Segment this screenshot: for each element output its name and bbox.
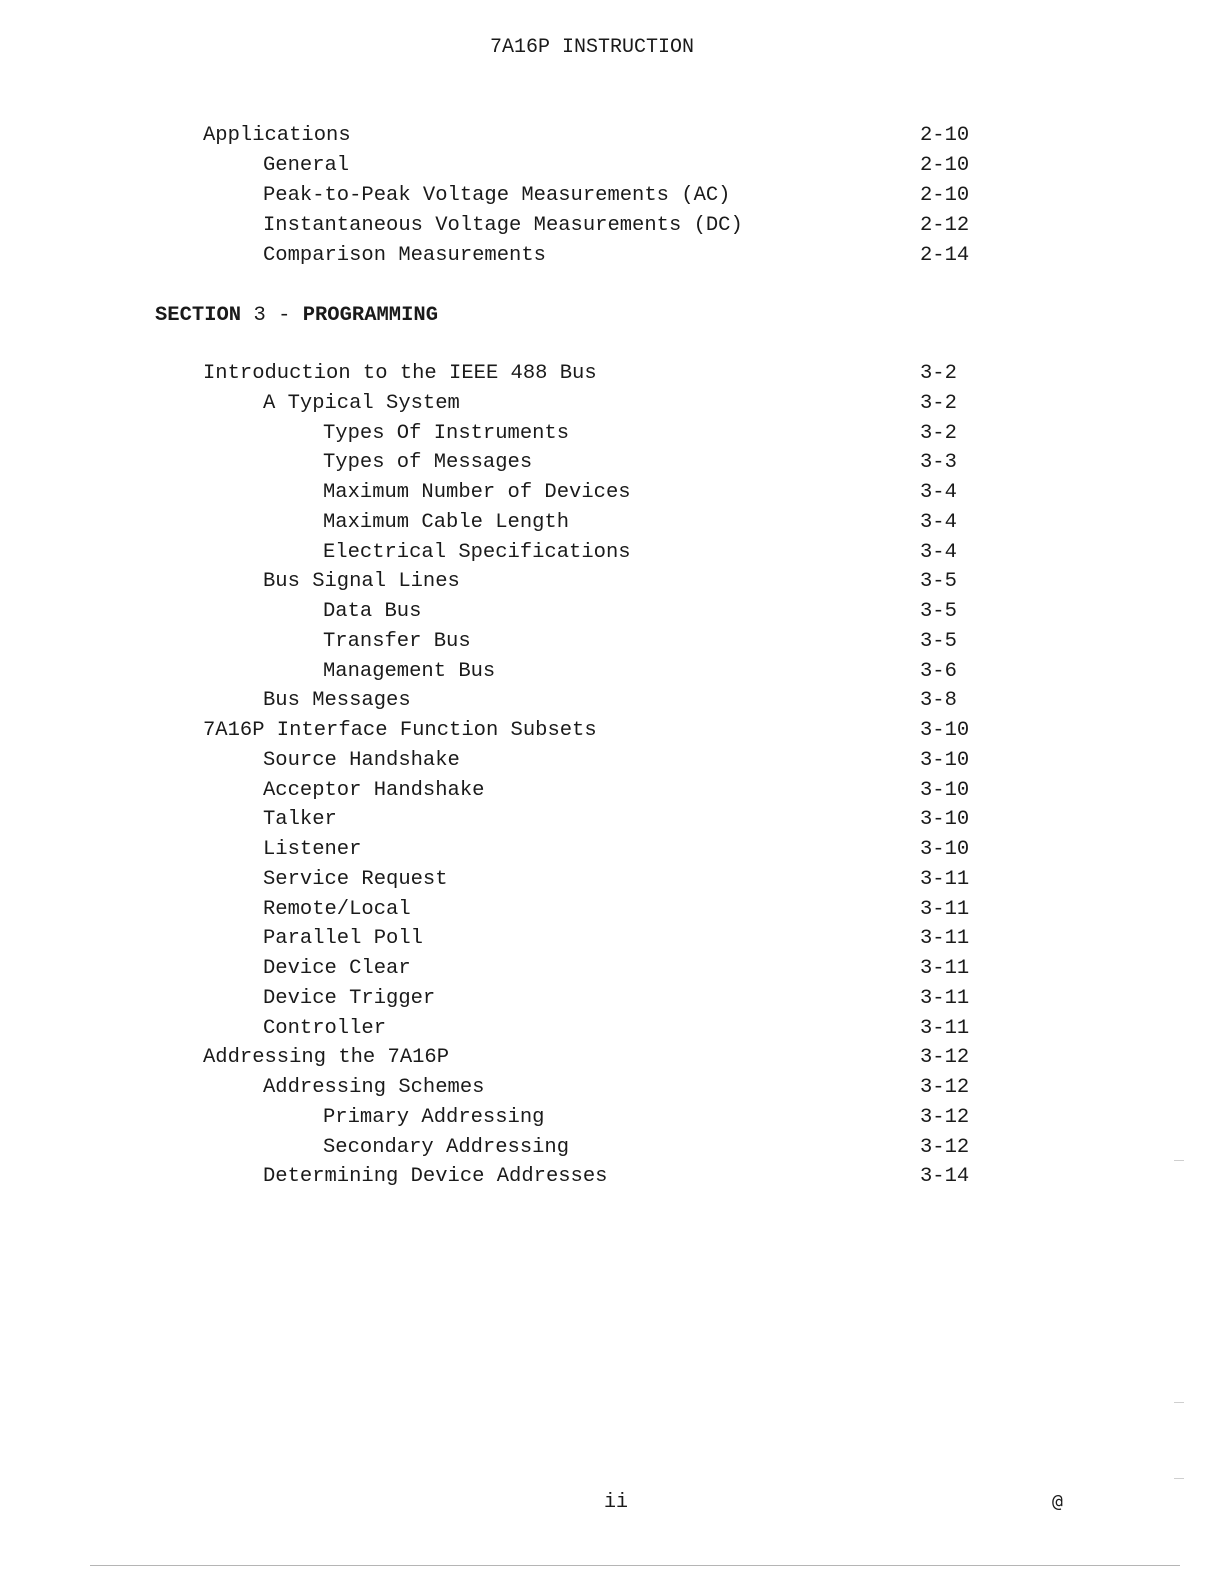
toc-entry: [0, 508, 1224, 538]
toc-entry-label: Device Clear: [263, 957, 411, 980]
toc-entry-page: 3-3: [920, 451, 957, 475]
toc-entry: [0, 478, 1224, 508]
toc-entry: [0, 954, 1224, 984]
toc-entry-label: Talker: [263, 808, 337, 832]
toc-entry-page: 3-10: [920, 838, 970, 861]
toc-entry-label: Types of Messages: [323, 451, 533, 475]
toc-entry: [0, 924, 1224, 954]
page-header-title: 7A16P INSTRUCTION: [489, 36, 695, 59]
edge-tick: [1174, 1478, 1184, 1479]
toc-entry-label: Listener: [263, 838, 362, 861]
toc-entry: [0, 1073, 1224, 1103]
toc-entry-page: 3-11: [920, 897, 970, 921]
toc-entry: [0, 121, 1224, 151]
toc-entry: [0, 1162, 1224, 1192]
toc-entry: [0, 686, 1224, 716]
footer-page-number: ii: [603, 1491, 628, 1514]
edge-tick: [1174, 1160, 1184, 1161]
toc-entry-page: 3-12: [920, 1046, 970, 1070]
toc-entry-label: Primary Addressing: [323, 1105, 545, 1129]
toc-entry-label: Data Bus: [323, 600, 422, 623]
toc-entry-label: Service Request: [263, 867, 448, 891]
toc-entry-page: 3-5: [920, 600, 957, 623]
toc-entry-page: 3-14: [920, 1165, 970, 1189]
toc-entry: [0, 746, 1224, 776]
toc-entry: [0, 1043, 1224, 1073]
toc-entry-label: Addressing the 7A16P: [203, 1046, 450, 1070]
toc-entry-label: Comparison Measurements: [263, 243, 546, 267]
toc-entry-page: 2-12: [920, 213, 970, 237]
toc-entry-label: Applications: [203, 124, 351, 147]
toc-entry-page: 3-11: [920, 927, 970, 951]
toc-entry-page: 3-11: [920, 986, 970, 1010]
toc-entry-label: Addressing Schemes: [263, 1076, 485, 1099]
toc-entry-page: 3-10: [920, 808, 970, 832]
toc-entry-label: Types Of Instruments: [323, 421, 570, 445]
toc-entry-label: Parallel Poll: [263, 927, 423, 951]
toc-entry: [0, 538, 1224, 568]
toc-entry-page: 3-2: [920, 391, 957, 415]
toc-entry-page: 3-10: [920, 719, 970, 742]
toc-entry-page: 2-10: [920, 183, 970, 207]
toc-entry-label: 7A16P Interface Function Subsets: [203, 719, 597, 742]
toc-entry-label: Management Bus: [323, 659, 496, 683]
toc-entry-label: Source Handshake: [263, 748, 460, 772]
section-heading: [155, 301, 438, 331]
footer-mark: @: [1052, 1491, 1063, 1512]
toc-entry-label: Bus Signal Lines: [263, 570, 460, 594]
toc-entry-label: Determining Device Addresses: [263, 1165, 608, 1189]
toc-entry: [0, 805, 1224, 835]
toc-entry-page: 3-4: [920, 510, 957, 534]
toc-entry: [0, 448, 1224, 478]
section-prefix: SECTION: [155, 304, 242, 327]
toc-entry-page: 3-4: [920, 481, 957, 504]
toc-entry-page: 3-12: [920, 1135, 970, 1159]
toc-entry: [0, 597, 1224, 627]
toc-entry-page: 3-11: [920, 1016, 970, 1040]
toc-entry: [0, 657, 1224, 687]
toc-entry: [0, 567, 1224, 597]
section-separator: -: [278, 304, 291, 327]
toc-entry-page: 3-5: [920, 629, 957, 653]
toc-entry-page: 3-4: [920, 540, 957, 564]
toc-entry-label: Acceptor Handshake: [263, 778, 485, 802]
toc-entry-page: 3-11: [920, 957, 970, 980]
toc-entry-page: 3-2: [920, 421, 957, 445]
toc-entry: [0, 359, 1224, 389]
toc-entry-label: Controller: [263, 1016, 387, 1040]
toc-entry: [0, 865, 1224, 895]
edge-tick: [1174, 1402, 1184, 1403]
toc-entry: [0, 241, 1224, 271]
toc-entry-label: Remote/Local: [263, 897, 411, 921]
toc-entry: [0, 419, 1224, 449]
toc-entry: [0, 776, 1224, 806]
toc-entry-label: General: [263, 153, 350, 177]
toc-entry: [0, 835, 1224, 865]
toc-entry-label: Introduction to the IEEE 488 Bus: [203, 362, 597, 385]
toc-entry: [0, 389, 1224, 419]
toc-entry-label: Peak-to-Peak Voltage Measurements (AC): [263, 183, 731, 207]
toc-entry-page: 2-10: [920, 124, 970, 147]
toc-entry-label: Maximum Number of Devices: [323, 481, 631, 504]
toc-entry-label: Electrical Specifications: [323, 540, 631, 564]
toc-entry: [0, 716, 1224, 746]
toc-entry-label: Maximum Cable Length: [323, 510, 570, 534]
toc-entry: [0, 1014, 1224, 1044]
toc-entry: [0, 1103, 1224, 1133]
toc-entry-page: 3-5: [920, 570, 957, 594]
bottom-rule: [90, 1565, 1180, 1566]
toc-entry: [0, 1133, 1224, 1163]
toc-entry-label: Bus Messages: [263, 689, 411, 713]
toc-entry-label: Instantaneous Voltage Measurements (DC): [263, 213, 743, 237]
toc-entry-label: Device Trigger: [263, 986, 436, 1010]
toc-entry-label: Transfer Bus: [323, 629, 471, 653]
toc-entry-label: Secondary Addressing: [323, 1135, 570, 1159]
toc-entry-page: 3-12: [920, 1076, 970, 1099]
section-number: 3: [253, 304, 266, 327]
toc-entry-page: 3-12: [920, 1105, 970, 1129]
toc-entry-page: 2-10: [920, 153, 970, 177]
toc-entry: [0, 627, 1224, 657]
toc-entry-page: 3-10: [920, 748, 970, 772]
toc-entry-page: 3-6: [920, 659, 957, 683]
toc-entry-page: 3-8: [920, 689, 957, 713]
toc-entry-page: 3-10: [920, 778, 970, 802]
toc-entry: [0, 984, 1224, 1014]
toc-entry-page: 3-2: [920, 362, 957, 385]
toc-entry-page: 2-14: [920, 243, 970, 267]
toc-entry: [0, 151, 1224, 181]
toc-entry-page: 3-11: [920, 867, 970, 891]
toc-entry-label: A Typical System: [263, 391, 460, 415]
toc-entry: [0, 181, 1224, 211]
section-title: PROGRAMMING: [302, 304, 439, 327]
toc-entry: [0, 895, 1224, 925]
toc-entry: [0, 211, 1224, 241]
